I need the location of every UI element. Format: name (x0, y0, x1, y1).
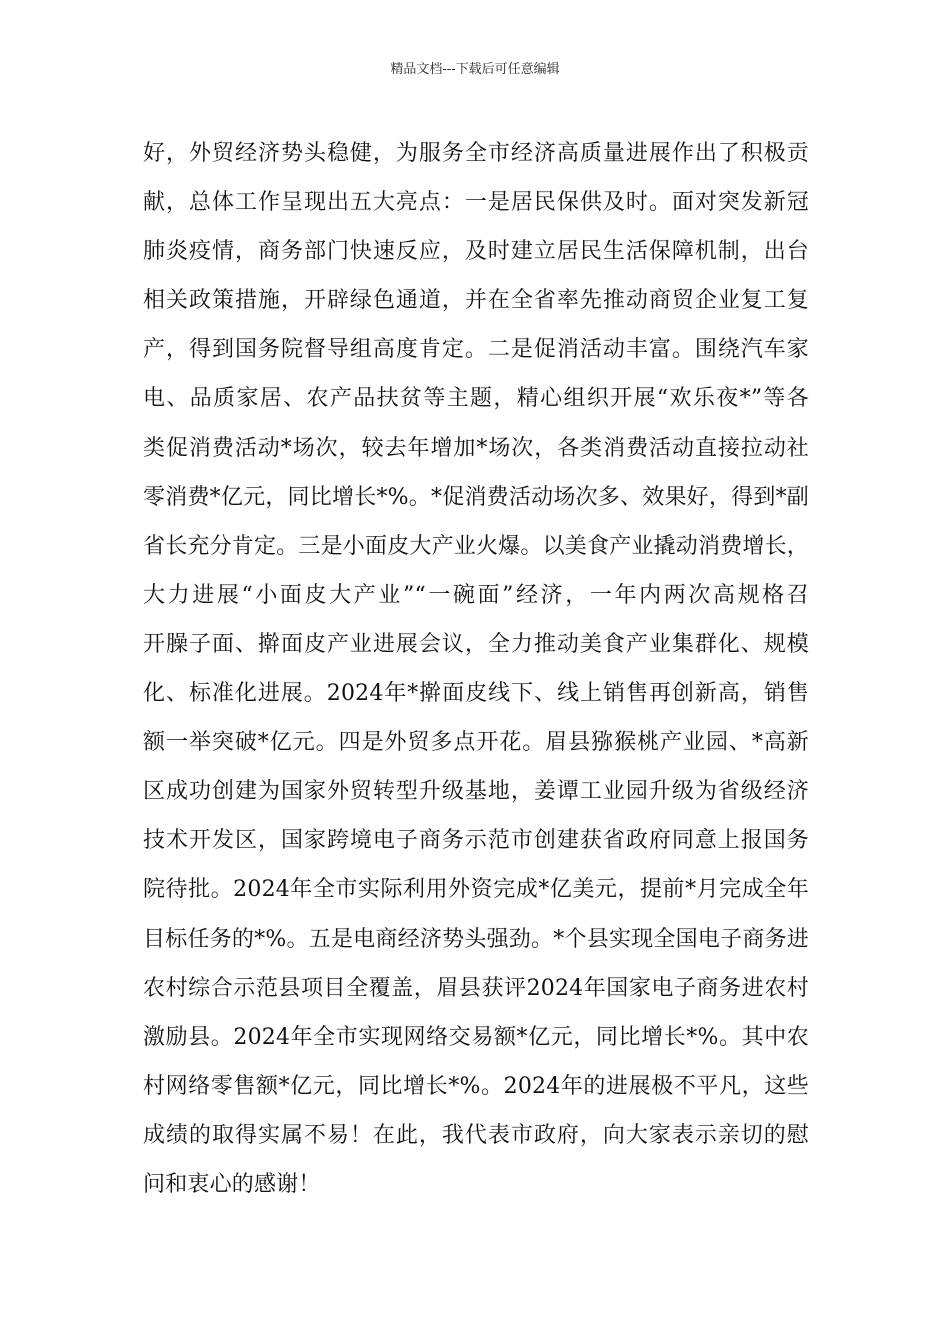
text-line: 额一举突破*亿元。四是外贸多点开花。眉县猕猴桃产业园、*高新 (143, 730, 809, 756)
text-line: 类促消费活动*场次，较去年增加*场次，各类消费活动直接拉动社 (143, 435, 809, 461)
text-line: 区成功创建为国家外贸转型升级基地，姜谭工业园升级为省级经济 (143, 779, 809, 805)
text-line: 院待批。2024年全市实际利用外资完成*亿美元，提前*月完成全年 (143, 877, 809, 903)
text-line: 技术开发区，国家跨境电子商务示范市创建获省政府同意上报国务 (143, 828, 809, 854)
text-line-last: 问和衷心的感谢！ (143, 1171, 321, 1197)
text-line: 化、标准化进展。2024年*擀面皮线下、线上销售再创新高，销售 (143, 681, 809, 707)
page-header: 精品文档---下载后可任意编辑 (390, 62, 560, 77)
text-line: 农村综合示范县项目全覆盖，眉县获评2024年国家电子商务进农村 (143, 975, 809, 1001)
text-line: 大力进展“小面皮大产业”“一碗面”经济，一年内两次高规格召 (143, 582, 809, 608)
text-line: 产，得到国务院督导组高度肯定。二是促消活动丰富。围绕汽车家 (143, 337, 809, 363)
text-line: 开臊子面、擀面皮产业进展会议，全力推动美食产业集群化、规模 (143, 631, 809, 657)
text-line: 电、品质家居、农产品扶贫等主题，精心组织开展“欢乐夜*”等各 (143, 386, 809, 412)
text-line: 省长充分肯定。三是小面皮大产业火爆。以美食产业撬动消费增长， (143, 533, 810, 559)
text-line: 村网络零售额*亿元，同比增长*%。2024年的进展极不平凡，这些 (143, 1073, 809, 1099)
text-line: 相关政策措施，开辟绿色通道，并在全省率先推动商贸企业复工复 (143, 288, 809, 314)
text-line: 目标任务的*%。五是电商经济势头强劲。*个县实现全国电子商务进 (143, 926, 809, 952)
body-text (143, 129, 809, 1209)
text-line: 成绩的取得实属不易！在此，我代表市政府，向大家表示亲切的慰 (143, 1122, 809, 1148)
text-line: 献，总体工作呈现出五大亮点：一是居民保供及时。面对突发新冠 (143, 190, 809, 216)
text-line: 激励县。2024年全市实现网络交易额*亿元，同比增长*%。其中农 (143, 1024, 809, 1050)
text-line: 零消费*亿元，同比增长*%。*促消费活动场次多、效果好，得到*副 (143, 484, 809, 510)
text-line: 肺炎疫情，商务部门快速反应，及时建立居民生活保障机制，出台 (143, 239, 809, 265)
text-line: 好，外贸经济势头稳健，为服务全市经济高质量进展作出了积极贡 (143, 141, 809, 166)
